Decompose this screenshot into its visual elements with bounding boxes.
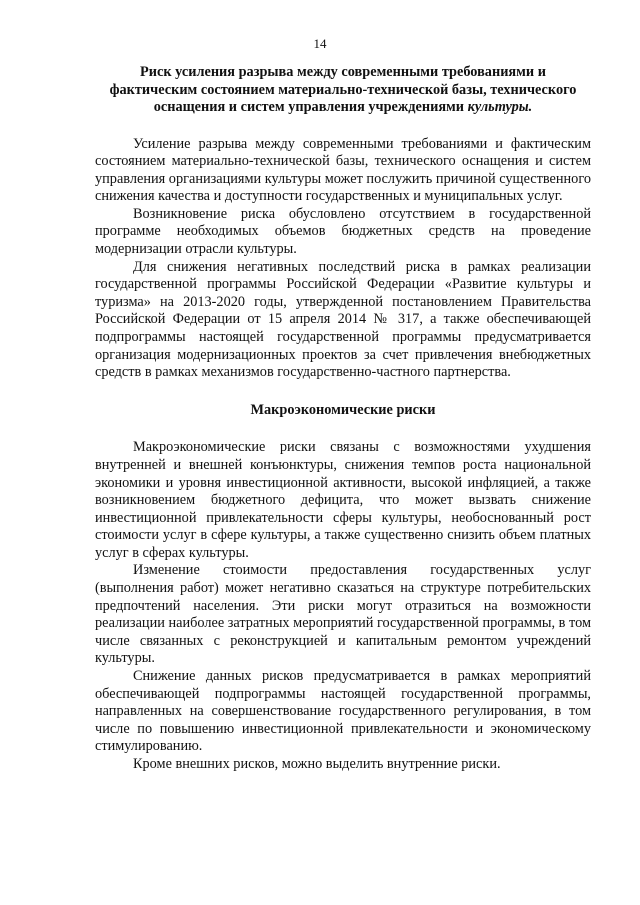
section-title-line: фактическим состоянием материально-технической базы, технического	[109, 81, 577, 98]
document-body	[95, 64, 591, 774]
section-title-text: культуры.	[467, 99, 533, 115]
section-title-culture-risk	[93, 64, 593, 117]
section-title-line: Риск усиления разрыва между современными требованиями и	[140, 64, 546, 80]
section-title-line	[93, 99, 593, 117]
paragraph: Усиление разрыва между современными требованиями и фактическим состоянием материально-технической базы, технического оснащения и систем управления организациями культуры может послужить причиной существенного снижения качества и доступности государственных и муниципальных услуг.	[95, 135, 591, 205]
paragraph: Кроме внешних рисков, можно выделить внутренние риски.	[133, 756, 501, 772]
paragraph: Снижение данных рисков предусматривается в рамках мероприятий обеспечивающей подпрограммы настоящей государственной программы, направленных на совершенствование государственного регулирования, в том числе по повышению инвестиционной привлекательности и экономическому стимулированию.	[95, 668, 591, 755]
section-title-text: оснащения и систем управления учреждениями	[153, 99, 468, 115]
paragraph: Изменение стоимости предоставления государственных услуг (выполнения работ) может негативно сказаться на структуре потребительских предпочтений населения. Эти риски могут отразиться на возможности реализации наиболее затратных мероприятий государственной программы, в том числе связанных с реконструкцией и капитальным ремонтом учреждений культуры.	[95, 562, 591, 667]
paragraph: Для снижения негативных последствий риска в рамках реализации государственной программы Российской Федерации «Развитие культуры и туризма» на 2013-2020 годы, утвержденной постановлением Правительства Российской Федерации от 15 апреля 2014 № 317, а также обеспечивающей подпрограммы настоящей государственной программы предусматривается организация модернизационных проектов за счет привлечения внебюджетных средств в рамках механизмов государственно-частного партнерства.	[95, 258, 591, 381]
page-number: 14	[313, 36, 327, 51]
paragraph: Макроэкономические риски связаны с возможностями ухудшения внутренней и внешней конъюнктуры, снижения темпов роста национальной экономики и уровня инвестиционной активности, высокой инфляцией, а также возникновением бюджетного дефицита, что может вызвать снижение инвестиционной привлекательности сферы культуры, необоснованный рост стоимости услуг в сфере культуры, а также существенно снизить объем платных услуг в сферах культуры.	[95, 439, 591, 561]
section-title-macro-risks: Макроэкономические риски	[250, 401, 436, 418]
paragraph: Возникновение риска обусловлено отсутствием в государственной программе необходимых объемов бюджетных средств на проведение модернизации отрасли культуры.	[95, 205, 591, 258]
